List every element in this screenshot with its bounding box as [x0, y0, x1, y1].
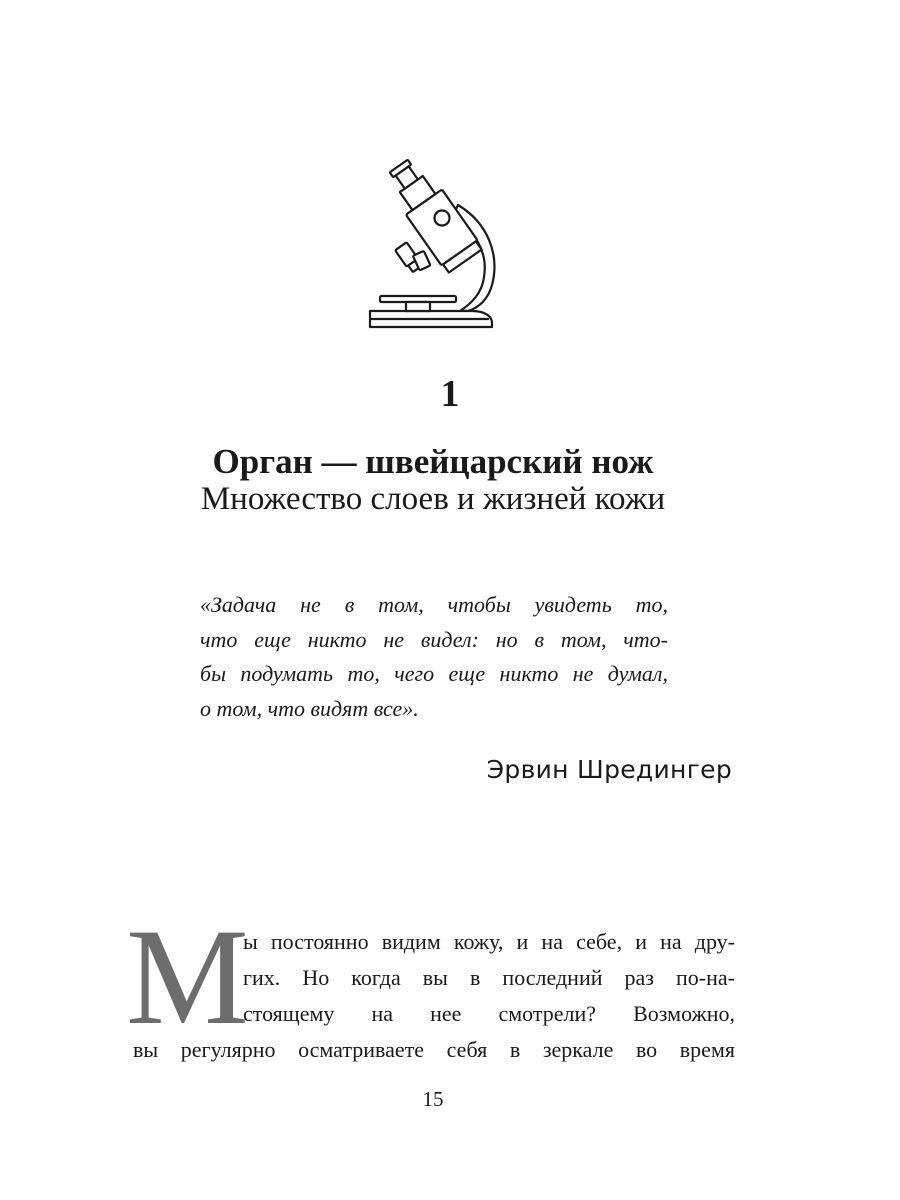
- page-number: 15: [422, 1087, 444, 1111]
- epigraph-line: «Задача не в том, чтобы увидеть то,: [200, 592, 668, 617]
- drop-cap: М: [126, 900, 249, 1053]
- body-line: вы регулярно осматриваете себя в зеркале во время: [133, 1037, 735, 1062]
- epigraph-quote: [200, 588, 668, 726]
- body-text: [133, 924, 735, 1068]
- chapter-subtitle: Множество слоев и жизней кожи: [200, 481, 666, 517]
- epigraph-author: Эрвин Шредингер: [486, 755, 732, 784]
- epigraph-line: бы подумать то, чего еще никто не думал,: [200, 661, 668, 686]
- epigraph-line: что еще никто не видел: но в том, что-: [200, 626, 668, 652]
- body-line: гих. Но когда вы в последний раз по-на-: [243, 965, 735, 990]
- body-line: стоящему на нее смотрели? Возможно,: [243, 1001, 735, 1026]
- epigraph-line: о том, что видят все».: [200, 695, 419, 721]
- chapter-number: 1: [440, 373, 460, 415]
- chapter-title: Орган — швейцарский нож: [212, 442, 654, 481]
- microscope-icon: [360, 145, 510, 335]
- body-line: ы постоянно видим кожу, и на себе, и на дру-: [243, 929, 735, 954]
